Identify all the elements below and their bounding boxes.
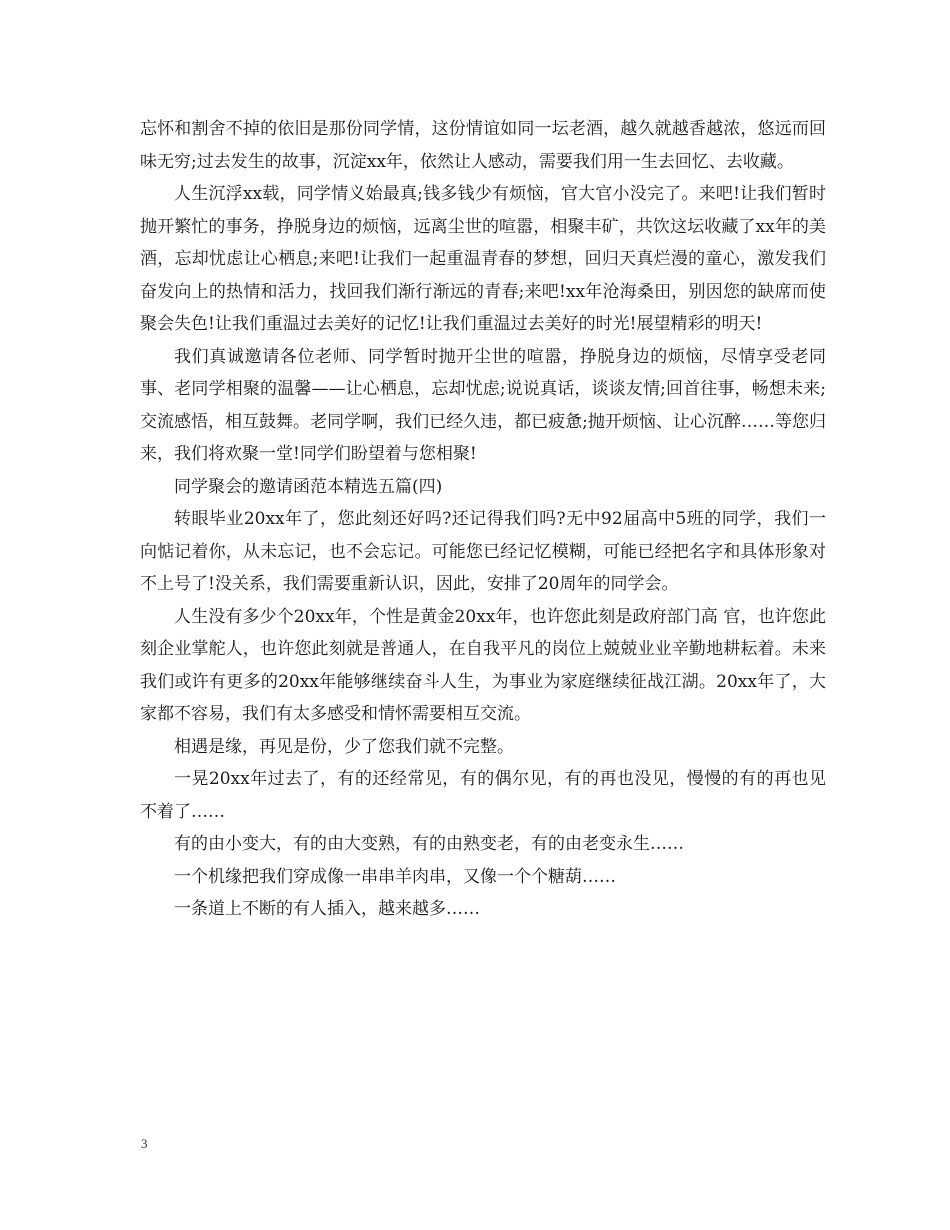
paragraph: 一个机缘把我们穿成像一串串羊肉串，又像一个个糖葫……	[174, 866, 616, 887]
document-body	[140, 113, 826, 926]
section-heading: 同学聚会的邀请函范本精选五篇(四)	[174, 476, 443, 497]
page-number: 3	[141, 1136, 148, 1151]
paragraph-continuation: 忘怀和割舍不掉的依旧是那份同学情，这份情谊如同一坛老酒，越久就越香越浓，悠远而回味无穷;过去发生的故事，沉淀xx年，依然让人感动，需要我们用一生去回忆、去收藏。	[140, 119, 826, 172]
paragraph: 相遇是缘，再见是份，少了您我们就不完整。	[174, 736, 514, 757]
paragraph: 有的由小变大，有的由大变熟，有的由熟变老，有的由老变永生……	[174, 834, 684, 854]
paragraph: 一晃20xx年过去了，有的还经常见，有的偶尔见，有的再也没见，慢慢的有的再也见不着了……	[140, 769, 826, 822]
paragraph: 转眼毕业20xx年了，您此刻还好吗?还记得我们吗?无中92届高中5班的同学，我们一向惦记着你，从未忘记，也不会忘记。可能您已经记忆模糊，可能已经把名字和具体形象对不上号了!没关系，我们需要重新认识，因此，安排了20周年的同学会。	[140, 509, 826, 594]
paragraph: 人生沉浮xx载，同学情义始最真;钱多钱少有烦恼，官大官小没完了。来吧!让我们暂时抛开繁忙的事务，挣脱身边的烦恼，远离尘世的喧嚣，相聚丰矿，共饮这坛收藏了xx年的美酒，忘却忧虑让心栖息;来吧!让我们一起重温青春的梦想，回归天真烂漫的童心，激发我们奋发向上的热情和活力，找回我们渐行渐远的青春;来吧!xx年沧海桑田，别因您的缺席而使聚会失色!让我们重温过去美好的记忆!让我们重温过去美好的时光!展望精彩的明天!	[140, 184, 826, 334]
paragraph: 人生没有多少个20xx年，个性是黄金20xx年，也许您此刻是政府部门高 官，也许您此刻企业掌舵人，也许您此刻就是普通人，在自我平凡的岗位上兢兢业业辛勤地耕耘着。未来我们或许有更多的20xx年能够继续奋斗人生，为事业为家庭继续征战江湖。20xx年了，大家都不容易，我们有太多感受和情怀需要相互交流。	[140, 606, 826, 724]
paragraph: 一条道上不断的有人插入，越来越多……	[174, 899, 480, 919]
paragraph: 我们真诚邀请各位老师、同学暂时抛开尘世的喧嚣，挣脱身边的烦恼，尽情享受老同事、老同学相聚的温馨——让心栖息，忘却忧虑;说说真话，谈谈友情;回首往事，畅想未来;交流感悟，相互鼓舞。老同学啊，我们已经久违，都已疲惫;抛开烦恼、让心沉醉……等您归来，我们将欢聚一堂!同学们盼望着与您相聚!	[140, 346, 826, 464]
